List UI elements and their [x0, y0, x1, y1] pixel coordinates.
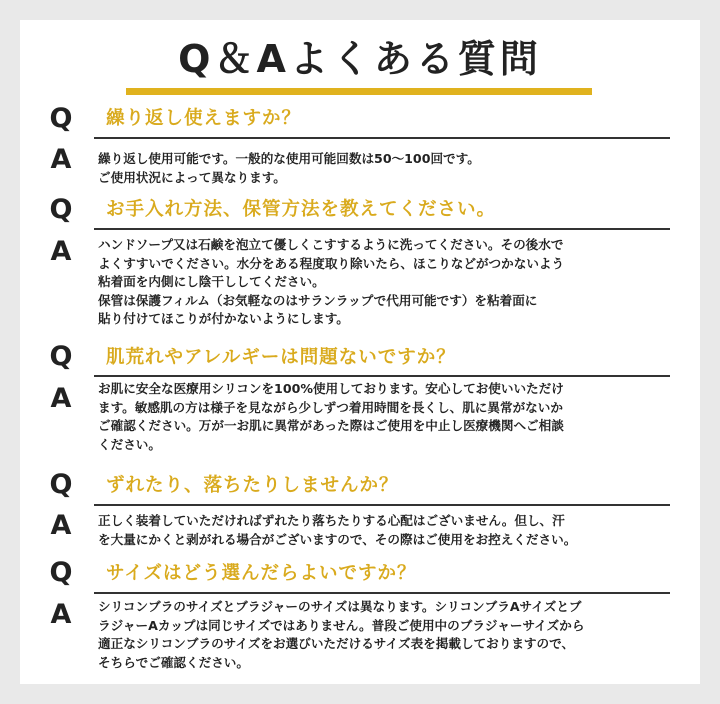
answer-5	[98, 598, 584, 672]
q-label-1: Q	[49, 103, 73, 134]
question-1: 繰り返し使えますか？	[106, 108, 302, 129]
answer-2-line-1: ハンドソープ又は石鹸を泡立て優しくこすするように洗ってください。その後水で	[98, 237, 564, 252]
answer-2-line-4: 保管は保護フィルム（お気軽なのはサランラップで代用可能です）を粘着面に	[98, 292, 538, 308]
answer-3-line-3: ご確認ください。万が一お肌に異常があった際はご使用を中止し医療機関へご相談	[98, 418, 564, 433]
a-label-4: A	[50, 510, 72, 541]
answer-2-line-2: よくすすいでください。水分をある程度取り除いたら、ほこりなどがつかないよう	[98, 255, 565, 271]
a-label-1: A	[50, 144, 72, 175]
divider-1	[94, 137, 670, 139]
answer-4-line-2: を大量にかくと剥がれる場合がございますので、その際はご使用をお控えください。	[98, 531, 577, 547]
question-2: お手入れ方法、保管方法を教えてください。	[106, 199, 497, 220]
answer-5-line-1: シリコンブラのサイズとブラジャーのサイズは異なります。シリコンブラAサイズとブ	[98, 599, 582, 614]
answer-2-line-3: 粘着面を内側にし陰干ししてください。	[98, 274, 325, 289]
answer-3-line-4: ください。	[98, 436, 161, 452]
answer-5-line-3: 適正なシリコンブラのサイズをお選びいただけるサイズ表を掲載しておりますので、	[98, 636, 575, 651]
a-label-2: A	[50, 236, 72, 267]
answer-4	[98, 512, 576, 549]
answer-1-line-2: ご使用状況によって異なります。	[98, 169, 286, 185]
answer-1-line-1: 繰り返し使用可能です。一般的な使用可能回数は50～100回です。	[98, 151, 480, 166]
answer-3	[98, 380, 564, 454]
answer-3-line-2: ます。敏感肌の方は様子を見ながら少しずつ着用時間を長くし、肌に異常がないか	[98, 399, 563, 415]
divider-2	[94, 228, 670, 230]
question-3: 肌荒れやアレルギーは問題ないですか？	[106, 347, 456, 368]
answer-5-line-4: そちらでご確認ください。	[98, 654, 249, 670]
divider-4	[94, 504, 670, 506]
answer-4-line-1: 正しく装着していただければずれたり落ちたりする心配はございません。但し、汗	[98, 513, 565, 528]
q-label-5: Q	[49, 557, 73, 588]
answer-3-line-1: お肌に安全な医療用シリコンを100%使用しております。安心してお使いいただけ	[98, 381, 564, 396]
q-label-2: Q	[49, 194, 73, 225]
faq-page	[20, 20, 700, 684]
answer-2	[98, 236, 564, 329]
question-4: ずれたり、落ちたりしませんか？	[106, 475, 399, 496]
divider-5	[94, 592, 670, 594]
divider-3	[94, 375, 670, 377]
q-label-3: Q	[49, 341, 73, 372]
answer-1	[98, 150, 480, 187]
a-label-5: A	[50, 599, 72, 630]
a-label-3: A	[50, 383, 72, 414]
q-label-4: Q	[49, 469, 73, 500]
question-5: サイズはどう選んだらよいですか？	[106, 563, 417, 584]
answer-2-line-5: 貼り付けてほこりが付かないようにします。	[98, 311, 349, 326]
answer-5-line-2: ラジャーAカップは同じサイズではありません。普段ご使用中のブラジャーサイズから	[98, 617, 585, 633]
page-title: Q＆Aよくある質問	[178, 37, 542, 81]
title-underline	[126, 88, 592, 95]
